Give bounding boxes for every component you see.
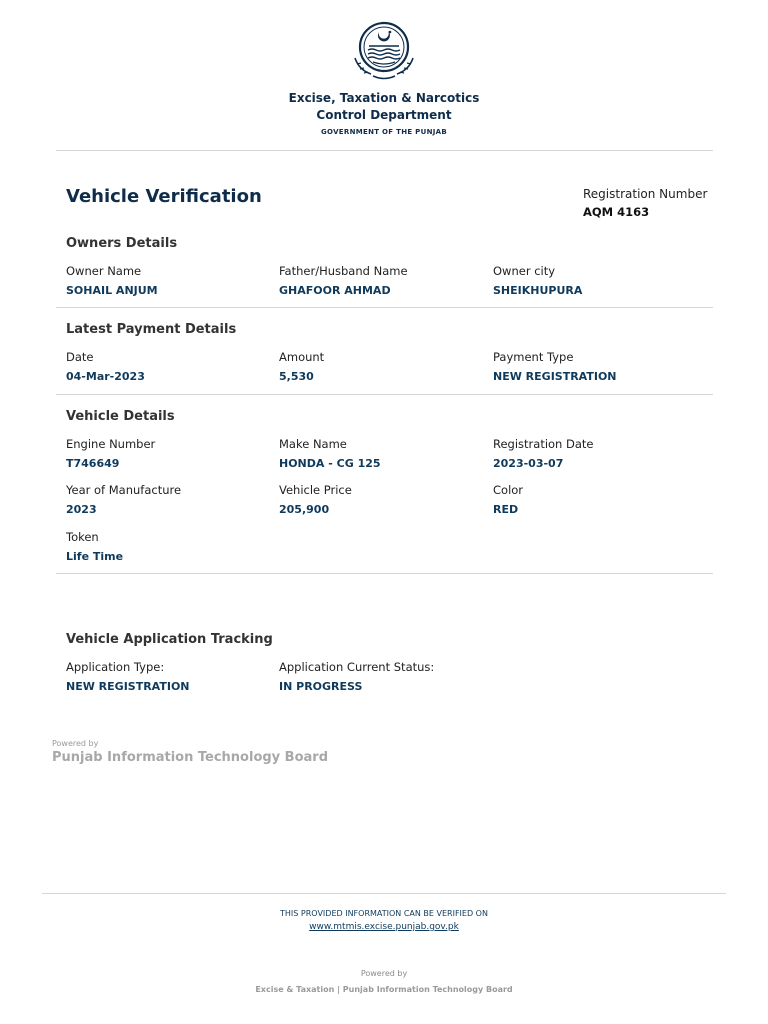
section-divider: [56, 307, 713, 308]
footer-powered-by-org: Excise & Taxation | Punjab Information Technology Board: [255, 985, 513, 994]
father-husband-name-field: [279, 264, 479, 298]
verify-text: THIS PROVIDED INFORMATION CAN BE VERIFIED ON: [280, 909, 488, 918]
field-value: NEW REGISTRATION: [66, 680, 190, 693]
owner-city-field: [493, 264, 693, 298]
section-divider: [56, 394, 713, 395]
page-header: [0, 20, 768, 136]
field-label: Make Name: [279, 437, 347, 451]
field-label: Engine Number: [66, 437, 156, 451]
payment-date-field: [66, 350, 266, 384]
field-label: Registration Date: [493, 437, 594, 451]
color-field: [493, 483, 693, 517]
field-label: Owner city: [493, 264, 556, 278]
field-value: GHAFOOR AHMAD: [279, 284, 391, 297]
page-title: Vehicle Verification: [66, 186, 262, 207]
year-of-manufacture-field: [66, 483, 266, 517]
footer-divider: [42, 893, 726, 894]
payment-amount-field: [279, 350, 479, 384]
footer-powered-by-label: Powered by: [360, 969, 408, 978]
field-label: Vehicle Price: [279, 483, 352, 497]
token-field: [66, 530, 266, 564]
owner-name-field: [66, 264, 266, 298]
field-value: NEW REGISTRATION: [493, 370, 617, 383]
field-label: Date: [66, 350, 94, 364]
registration-number-label: Registration Number: [583, 187, 708, 201]
payment-type-field: [493, 350, 693, 384]
field-label: Owner Name: [66, 264, 142, 278]
payment-section-title: Latest Payment Details: [66, 322, 237, 337]
field-value: T746649: [66, 457, 120, 470]
registration-number-value: AQM 4163: [583, 205, 650, 219]
vehicle-section-title: Vehicle Details: [66, 409, 175, 424]
field-value: HONDA - CG 125: [279, 457, 381, 470]
field-value: IN PROGRESS: [279, 680, 363, 693]
owners-section-title: Owners Details: [66, 236, 178, 251]
make-name-field: [279, 437, 479, 471]
field-label: Color: [493, 483, 524, 497]
field-value: 5,530: [279, 370, 314, 383]
field-label: Year of Manufacture: [66, 483, 182, 497]
field-value: 2023: [66, 503, 97, 516]
field-label: Token: [66, 530, 99, 544]
section-divider: [56, 573, 713, 574]
registration-date-field: [493, 437, 693, 471]
field-label: Application Current Status:: [279, 660, 435, 674]
field-value: SOHAIL ANJUM: [66, 284, 158, 297]
punjab-emblem-icon: [351, 20, 417, 82]
field-label: Amount: [279, 350, 325, 364]
field-label: Application Type:: [66, 660, 165, 674]
verify-link[interactable]: www.mtmis.excise.punjab.gov.pk: [309, 922, 459, 932]
verify-link-wrapper: [0, 922, 768, 932]
tracking-section-title: Vehicle Application Tracking: [66, 632, 273, 647]
field-value: RED: [493, 503, 519, 516]
field-label: Payment Type: [493, 350, 574, 364]
application-status-field: [279, 660, 539, 694]
department-name-line1: Excise, Taxation & Narcotics: [288, 91, 480, 105]
field-value: Life Time: [66, 550, 124, 563]
field-value: 205,900: [279, 503, 330, 516]
field-value: SHEIKHUPURA: [493, 284, 583, 297]
department-name-line2: Control Department: [316, 108, 452, 122]
field-value: 04-Mar-2023: [66, 370, 145, 383]
field-label: Father/Husband Name: [279, 264, 408, 278]
header-divider: [56, 150, 713, 151]
field-value: 2023-03-07: [493, 457, 564, 470]
government-line: GOVERNMENT OF THE PUNJAB: [320, 128, 448, 136]
vehicle-price-field: [279, 483, 479, 517]
powered-by-org: Punjab Information Technology Board: [52, 750, 329, 765]
engine-number-field: [66, 437, 266, 471]
application-type-field: [66, 660, 266, 694]
powered-by-label: Powered by: [52, 739, 99, 748]
